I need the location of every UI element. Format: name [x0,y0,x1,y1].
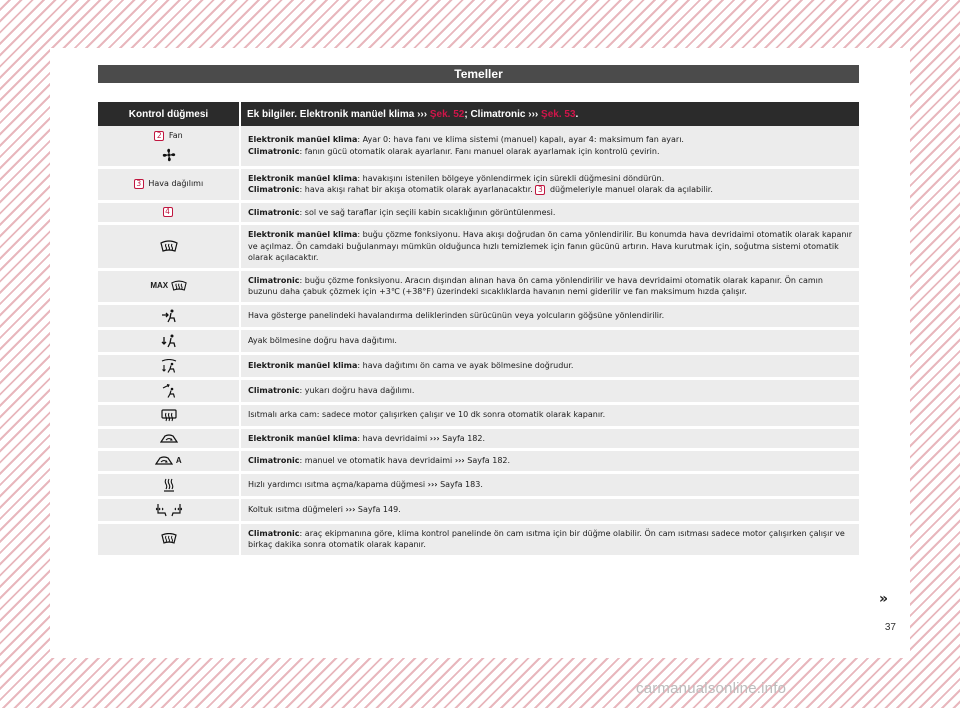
page-ref[interactable]: Sayfa 182 [467,456,508,466]
description: Ayak bölmesine doğru hava dağıtımı. [248,335,397,345]
table-row [98,497,859,522]
table-row [98,522,859,556]
info-cell [240,450,859,473]
table-row [98,201,859,224]
term: Climatronic [248,146,300,156]
description: : fanın gücü otomatik olarak ayarlanır. Fanı manuel olarak ayarlamak için kontrolü çevirin. [299,146,660,156]
term: Climatronic [248,275,300,285]
air-feet-icon [161,334,177,348]
description: : buğu çözme fonksiyonu. Hava akışı doğrudan ön cama yönlendirilir. Bu konumda hava devridaimi otomatik olarak kapanır ve açılmaz. Ön camdaki buğulanmayı mümkün olduğunca hızlı temizlemek için fanın gücünü artırın. Hava kurutmak için, soğutma sistemi otomatik olarak açılacaktır. [248,230,852,262]
rear-window-heat-icon [161,409,177,422]
description: : araç ekipmanına göre, klima kontrol panelinde ön cam ısıtma için bir düğme olabilir. Ön cam ısıtması sadece motor çalışırken çalışır ve birkaç dakika sonra otomatik olarak kapanır. [248,528,845,550]
term: Climatronic [248,456,300,466]
table-row [98,269,859,303]
col-header-info [240,102,859,126]
table-row [98,126,859,167]
term: Elektronik manüel klima [248,135,358,145]
air-chest-icon [161,309,177,323]
info-cell [240,378,859,403]
description: : buğu çözme fonksiyonu. Aracın dışından alınan hava ön cama yönlendirilir ve hava devridaimi otomatik olarak kapanır. Ön camın buzunu daha çabuk çözmek için +3℃ (+38°F) üzerindeki sıcaklıklarda havanın nemi giderilir ve fan maksimum hızda çalışır. [248,275,823,296]
section-title: Temeller [98,65,859,83]
control-cell [98,497,240,522]
figure-ref-52[interactable]: Şek. 52 [429,108,465,120]
info-cell [240,126,859,167]
page-ref[interactable]: Sayfa 183 [440,480,481,490]
ref-arrows: ››› [427,480,438,490]
control-label: Fan [168,131,183,140]
description: : manuel ve otomatik hava devridaimi [299,456,453,466]
control-cell [98,378,240,403]
info-cell [240,353,859,378]
control-cell [98,427,240,450]
description-end: . [480,480,483,490]
recirculation-icon [160,433,178,444]
callout-number: 4 [163,207,173,217]
callout-number: 3 [134,179,144,189]
control-cell [98,167,240,201]
ref-arrows: ››› [417,108,428,120]
info-cell [240,224,859,270]
table-row [98,427,859,450]
seat-heat-icon [155,503,183,517]
air-up-icon [161,384,177,398]
callout-number: 3 [535,185,545,195]
info-cell [240,303,859,328]
info-cell [240,269,859,303]
table-row [98,167,859,201]
control-cell [98,450,240,473]
control-cell [98,353,240,378]
description: : hava devridaimi [357,433,428,443]
control-label: Hava dağılımı [148,179,204,189]
col-header-end: . [575,108,579,120]
col-header-info-prefix: Ek bilgiler. Elektronik manüel klima [247,108,415,120]
control-cell [98,303,240,328]
term: Elektronik manüel klima [248,360,358,370]
term: Elektronik manüel klima [248,173,358,183]
page-ref[interactable]: Sayfa 182 [442,433,483,443]
ref-arrows: ››› [454,456,465,466]
ref-arrows: ››› [345,505,356,515]
table-row [98,403,859,427]
auto-label: A [175,456,182,465]
manual-page [50,48,910,658]
description: : yukarı doğru hava dağılımı. [299,385,415,395]
info-cell [240,403,859,427]
fan-icon [162,148,176,162]
info-cell [240,167,859,201]
controls-table [98,102,859,558]
table-row [98,378,859,403]
description: : sol ve sağ taraflar için seçili kabin sıcaklığının görüntülenmesi. [299,207,556,217]
control-cell [98,472,240,497]
info-cell [240,328,859,353]
description: : hava dağıtımı ön cama ve ayak bölmesine doğrudur. [357,360,574,370]
front-window-heat-icon [161,533,177,545]
description-end: . [482,433,486,443]
control-cell [98,224,240,270]
windshield-defrost-icon [160,240,178,252]
continue-marker: » [878,591,888,607]
control-cell [98,403,240,427]
recirculation-auto-icon [155,455,181,467]
description-end: . [507,456,511,466]
col-header-control: Kontrol düğmesi [98,102,240,126]
term: Elektronik manüel klima [248,230,358,239]
watermark: carmanualsonline.info [636,680,787,697]
term: Climatronic [248,185,300,194]
control-cell [98,269,240,303]
page-ref[interactable]: Sayfa 149 [357,505,399,515]
table-row [98,450,859,473]
table-row [98,328,859,353]
term: Elektronik manüel klima [248,433,358,443]
aux-heater-icon [163,478,175,492]
info-cell [240,472,859,497]
info-cell [240,427,859,450]
control-cell [98,126,240,167]
max-defrost-icon [150,280,186,292]
table-row [98,303,859,328]
term: Climatronic [248,528,300,538]
description: Isıtmalı arka cam: sadece motor çalışırken çalışır ve 10 dk sonra otomatik olarak kapanır. [248,410,606,420]
ref-arrows: ››› [528,108,539,120]
callout-number: 2 [154,131,164,141]
description: : havakışını istenilen bölgeye yönlendirmek için sürekli düğmesini döndürün. [357,173,665,183]
control-cell [98,201,240,224]
table-row [98,353,859,378]
air-windshield-feet-icon [161,359,177,373]
ref-arrows: ››› [429,433,440,443]
description: düğmeleriyle manuel olarak da açılabilir. [549,185,713,194]
description: : Ayar 0: hava fanı ve klima sistemi (manuel) kapalı, ayar 4: maksimum fan ayarı. [357,135,684,145]
figure-ref-53[interactable]: Şek. 53 [541,108,576,120]
control-cell [98,328,240,353]
control-cell [98,522,240,556]
table-row [98,224,859,270]
col-header-sep: ; Climatronic [464,108,526,120]
table-row [98,472,859,497]
info-cell [240,522,859,556]
info-cell [240,497,859,522]
max-label: MAX [150,281,169,291]
description-end: . [398,505,401,515]
info-cell [240,201,859,224]
description: Hava gösterge panelindeki havalandırma deliklerinden sürücünün veya yolcuların göğsüne yönlendirilir. [248,310,665,320]
term: Climatronic [248,207,300,217]
term: Climatronic [248,385,300,395]
description: : hava akışı rahat bir akışa otomatik olarak ayarlanacaktır. [299,185,533,194]
description: Hızlı yardımcı ısıtma açma/kapama düğmesi [248,480,426,490]
table-header-row [98,102,859,126]
page-number: 37 [884,622,896,633]
description: Koltuk ısıtma düğmeleri [248,505,343,515]
